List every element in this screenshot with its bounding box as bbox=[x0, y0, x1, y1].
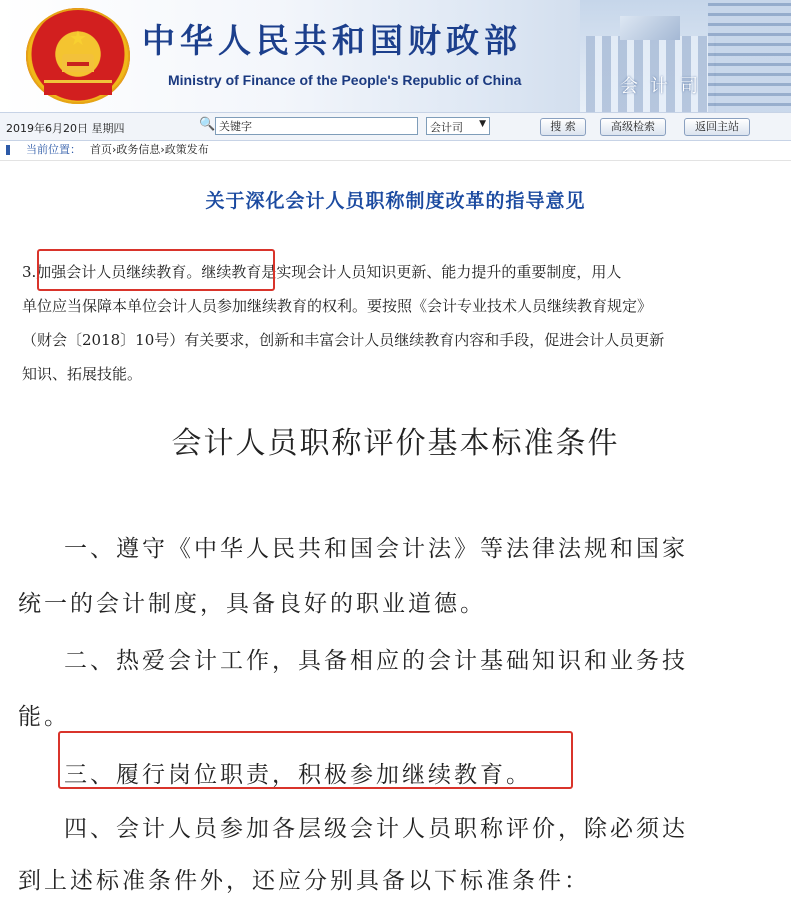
home-button[interactable]: 返回主站 bbox=[684, 118, 750, 136]
standard-line: 二、热爱会计工作，具备相应的会计基础知识和业务技 bbox=[64, 648, 688, 674]
paragraph-line: 3.加强会计人员继续教育。继续教育是实现会计人员知识更新、能力提升的重要制度，用人 bbox=[22, 263, 622, 281]
standard-line: 能。 bbox=[18, 704, 70, 730]
search-input[interactable] bbox=[215, 117, 418, 135]
breadcrumb-marker-icon bbox=[6, 145, 10, 155]
paragraph-line: 单位应当保障本单位会计人员参加继续教育的权利。要按照《会计专业技术人员继续教育规定》 bbox=[22, 297, 653, 315]
search-scope-value: 会计司 bbox=[430, 121, 463, 134]
chevron-down-icon: ▼ bbox=[479, 119, 486, 129]
standard-line: 统一的会计制度，具备良好的职业道德。 bbox=[18, 591, 486, 617]
search-scope-select[interactable] bbox=[426, 117, 490, 135]
breadcrumb-path[interactable]: 首页›政务信息›政策发布 bbox=[90, 143, 209, 156]
standard-line: 到上述标准条件外，还应分别具备以下标准条件： bbox=[18, 868, 590, 894]
standards-heading: 会计人员职称评价基本标准条件 bbox=[171, 426, 620, 461]
site-banner bbox=[0, 0, 791, 112]
highlight-box bbox=[58, 731, 573, 789]
standard-line: 四、会计人员参加各层级会计人员职称评价，除必须达 bbox=[64, 816, 688, 842]
standard-line: 三、履行岗位职责，积极参加继续教育。 bbox=[64, 762, 532, 788]
department-name: 会计司 bbox=[620, 76, 710, 97]
national-emblem-icon: ★ bbox=[26, 8, 130, 104]
site-subtitle-en: Ministry of Finance of the People's Republic of China bbox=[168, 72, 522, 88]
search-toolbar bbox=[0, 112, 791, 141]
standard-line: 一、遵守《中华人民共和国会计法》等法律法规和国家 bbox=[64, 536, 688, 562]
current-date: 2019年6月20日 星期四 bbox=[6, 122, 125, 135]
search-button[interactable]: 搜 索 bbox=[540, 118, 586, 136]
breadcrumb-label: 当前位置： bbox=[26, 143, 81, 156]
breadcrumb bbox=[0, 140, 791, 161]
paragraph-line: 知识、拓展技能。 bbox=[22, 365, 143, 383]
advanced-search-button[interactable]: 高级检索 bbox=[600, 118, 666, 136]
article-title: 关于深化会计人员职称制度改革的指导意见 bbox=[205, 190, 586, 212]
paragraph-line: （财会〔2018〕10号）有关要求，创新和丰富会计人员继续教育内容和手段，促进会计人员更新 bbox=[22, 331, 665, 349]
search-icon: 🔍 bbox=[199, 117, 216, 132]
highlight-box bbox=[37, 249, 275, 291]
site-title: 中华人民共和国财政部 bbox=[142, 21, 522, 60]
